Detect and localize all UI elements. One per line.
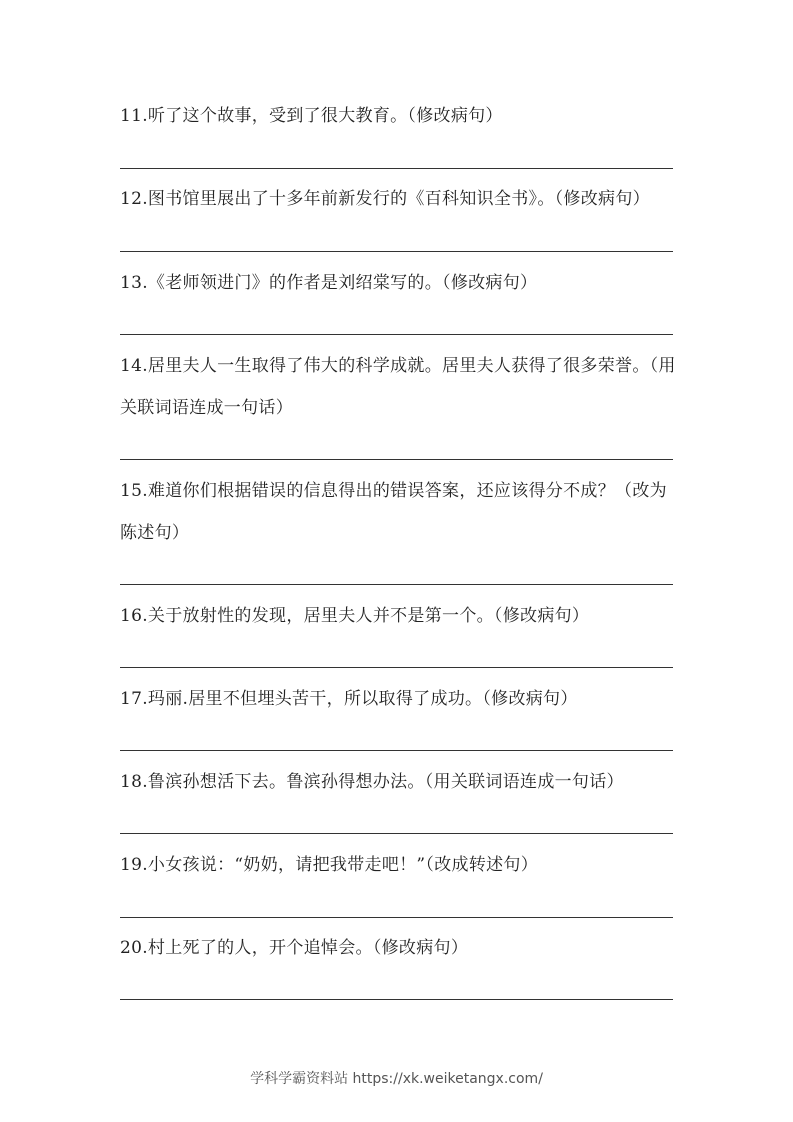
answer-line-18: [120, 833, 673, 834]
question-20: 20.村上死了的人，开个追悼会。（修改病句）: [120, 938, 469, 958]
question-12: 12.图书馆里展出了十多年前新发行的《百科知识全书》。（修改病句）: [120, 189, 650, 209]
question-11: 11.听了这个故事，受到了很大教育。（修改病句）: [120, 106, 503, 126]
answer-line-20: [120, 999, 673, 1000]
answer-line-19: [120, 917, 673, 918]
question-14: 14.居里夫人一生取得了伟大的科学成就。居里夫人获得了很多荣誉。（用关联词语连成一句话）: [120, 356, 676, 418]
answer-line-13: [120, 334, 673, 335]
answer-line-12: [120, 251, 673, 252]
question-17: 17.玛丽.居里不但埋头苦干，所以取得了成功。（修改病句）: [120, 689, 578, 709]
question-18: 18.鲁滨孙想活下去。鲁滨孙得想办法。（用关联词语连成一句话）: [120, 772, 624, 792]
answer-line-11: [120, 168, 673, 169]
question-16: 16.关于放射性的发现，居里夫人并不是第一个。（修改病句）: [120, 606, 590, 626]
answer-line-14: [120, 459, 673, 460]
question-19: 19.小女孩说：“奶奶，请把我带走吧！”（改成转述句）: [120, 855, 539, 875]
answer-line-15: [120, 584, 673, 585]
answer-line-17: [120, 750, 673, 751]
question-15: 15.难道你们根据错误的信息得出的错误答案，还应该得分不成？（改为陈述句）: [120, 481, 667, 543]
footer-source-text: 学科学霸资料站 https://xk.weiketangx.com/: [250, 1071, 543, 1087]
question-13: 13.《老师领进门》的作者是刘绍棠写的。（修改病句）: [120, 273, 538, 293]
answer-line-16: [120, 667, 673, 668]
